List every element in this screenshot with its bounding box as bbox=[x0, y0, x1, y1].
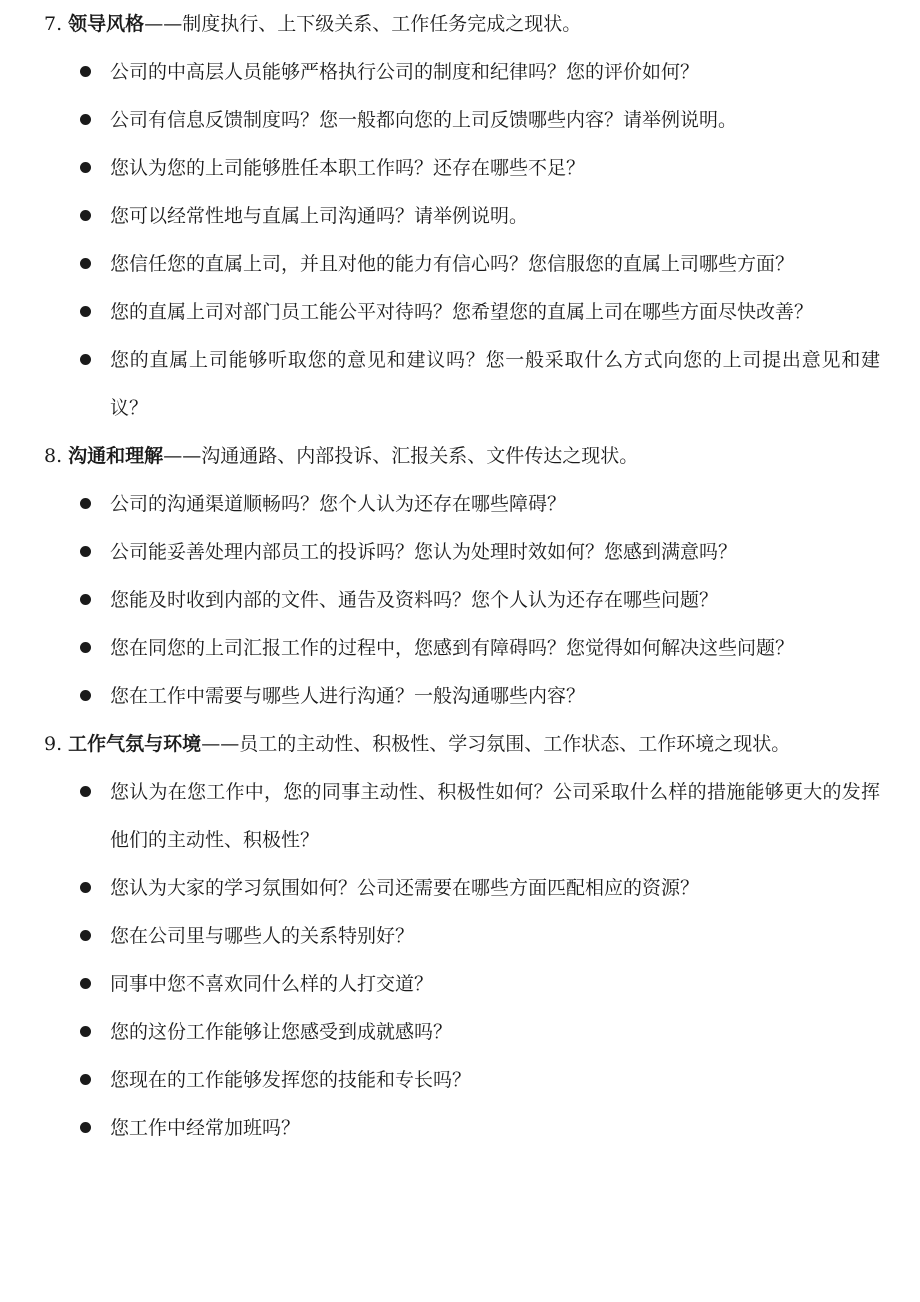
section-description: ——员工的主动性、积极性、学习氛围、工作状态、工作环境之现状。 bbox=[201, 733, 791, 755]
list-item bbox=[0, 768, 920, 864]
bullet-icon bbox=[80, 1122, 91, 1133]
bullet-icon bbox=[80, 594, 91, 605]
bullet-icon bbox=[80, 162, 91, 173]
section-description: ——沟通通路、内部投诉、汇报关系、文件传达之现状。 bbox=[163, 445, 639, 467]
bullet-icon bbox=[80, 498, 91, 509]
section-number: 9. bbox=[44, 733, 69, 755]
bullet-icon bbox=[80, 258, 91, 269]
question-text: 您认为在您工作中，您的同事主动性、积极性如何？公司采取什么样的措施能够更大的发挥他们的主动性、积极性？ bbox=[110, 781, 880, 851]
question-text: 您的直属上司能够听取您的意见和建议吗？您一般采取什么方式向您的上司提出意见和建议？ bbox=[110, 349, 880, 419]
list-item bbox=[0, 624, 920, 672]
question-text: 您在公司里与哪些人的关系特别好？ bbox=[110, 925, 415, 947]
list-item bbox=[0, 192, 920, 240]
list-item bbox=[0, 144, 920, 192]
question-text: 您可以经常性地与直属上司沟通吗？请举例说明。 bbox=[110, 205, 529, 227]
section-title: 领导风格 bbox=[68, 13, 145, 35]
section-title: 沟通和理解 bbox=[68, 445, 164, 467]
section-heading bbox=[44, 0, 920, 48]
bullet-icon bbox=[80, 114, 91, 125]
section-number: 7. bbox=[44, 13, 69, 35]
section-title: 工作气氛与环境 bbox=[68, 733, 202, 755]
question-text: 您认为您的上司能够胜任本职工作吗？还存在哪些不足？ bbox=[110, 157, 586, 179]
list-item bbox=[0, 576, 920, 624]
bullet-icon bbox=[80, 978, 91, 989]
bullet-icon bbox=[80, 930, 91, 941]
question-text: 您认为大家的学习氛围如何？公司还需要在哪些方面匹配相应的资源？ bbox=[110, 877, 700, 899]
list-item bbox=[0, 960, 920, 1008]
section-description: ——制度执行、上下级关系、工作任务完成之现状。 bbox=[144, 13, 582, 35]
list-item bbox=[0, 336, 920, 432]
list-item bbox=[0, 912, 920, 960]
question-list bbox=[0, 48, 920, 432]
section-heading bbox=[44, 432, 920, 480]
question-text: 您工作中经常加班吗？ bbox=[110, 1117, 301, 1139]
section-leadership bbox=[0, 0, 920, 432]
list-item bbox=[0, 288, 920, 336]
question-text: 您的这份工作能够让您感受到成就感吗？ bbox=[110, 1021, 453, 1043]
question-text: 您在工作中需要与哪些人进行沟通？一般沟通哪些内容？ bbox=[110, 685, 586, 707]
bullet-icon bbox=[80, 1074, 91, 1085]
question-text: 公司有信息反馈制度吗？您一般都向您的上司反馈哪些内容？请举例说明。 bbox=[110, 109, 738, 131]
bullet-icon bbox=[80, 786, 91, 797]
list-item bbox=[0, 672, 920, 720]
list-item bbox=[0, 864, 920, 912]
question-text: 公司的沟通渠道顺畅吗？您个人认为还存在哪些障碍？ bbox=[110, 493, 567, 515]
section-heading bbox=[44, 720, 920, 768]
bullet-icon bbox=[80, 882, 91, 893]
list-item bbox=[0, 240, 920, 288]
question-text: 您能及时收到内部的文件、通告及资料吗？您个人认为还存在哪些问题？ bbox=[110, 589, 719, 611]
section-number: 8. bbox=[44, 445, 69, 467]
section-communication bbox=[0, 432, 920, 720]
bullet-icon bbox=[80, 306, 91, 317]
list-item bbox=[0, 480, 920, 528]
list-item bbox=[0, 1008, 920, 1056]
bullet-icon bbox=[80, 1026, 91, 1037]
question-text: 您在同您的上司汇报工作的过程中，您感到有障碍吗？您觉得如何解决这些问题？ bbox=[110, 637, 795, 659]
section-work-environment bbox=[0, 720, 920, 1152]
bullet-icon bbox=[80, 690, 91, 701]
bullet-icon bbox=[80, 642, 91, 653]
bullet-icon bbox=[80, 546, 91, 557]
list-item bbox=[0, 96, 920, 144]
bullet-icon bbox=[80, 210, 91, 221]
question-text: 您现在的工作能够发挥您的技能和专长吗？ bbox=[110, 1069, 472, 1091]
question-list bbox=[0, 480, 920, 720]
question-text: 公司的中高层人员能够严格执行公司的制度和纪律吗？您的评价如何？ bbox=[110, 61, 700, 83]
list-item bbox=[0, 1104, 920, 1152]
question-list bbox=[0, 768, 920, 1152]
question-text: 同事中您不喜欢同什么样的人打交道？ bbox=[110, 973, 434, 995]
bullet-icon bbox=[80, 354, 91, 365]
question-text: 您的直属上司对部门员工能公平对待吗？您希望您的直属上司在哪些方面尽快改善？ bbox=[110, 301, 814, 323]
list-item bbox=[0, 528, 920, 576]
bullet-icon bbox=[80, 66, 91, 77]
list-item bbox=[0, 1056, 920, 1104]
list-item bbox=[0, 48, 920, 96]
question-text: 您信任您的直属上司，并且对他的能力有信心吗？您信服您的直属上司哪些方面？ bbox=[110, 253, 795, 275]
question-text: 公司能妥善处理内部员工的投诉吗？您认为处理时效如何？您感到满意吗？ bbox=[110, 541, 738, 563]
